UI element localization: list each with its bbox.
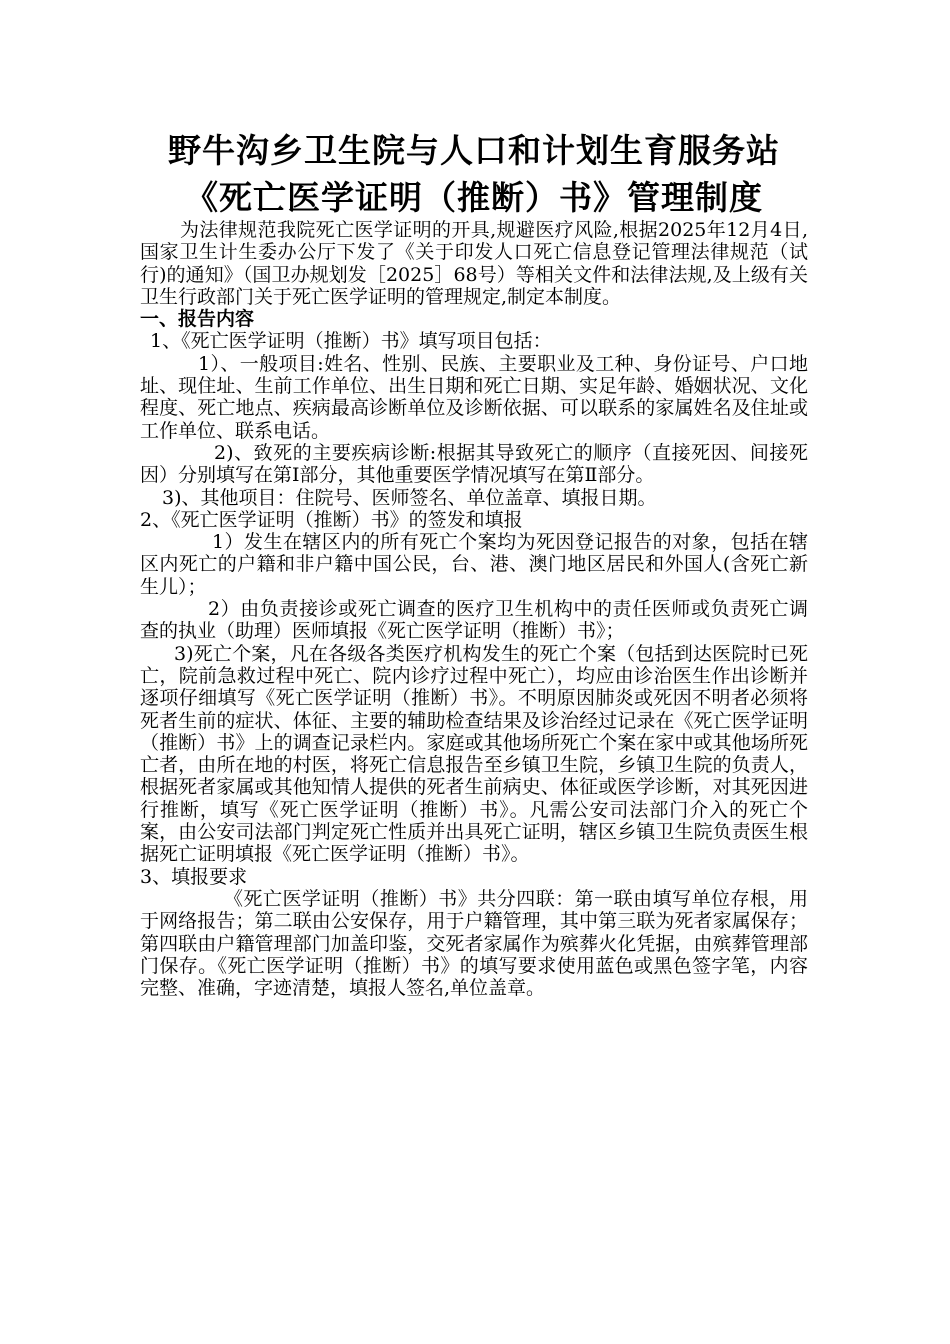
item2-death-cases: 3)死亡个案，凡在各级各类医疗机构发生的死亡个案（包括到达医院时已死亡，院前急救过程中死亡、院内诊疗过程中死亡），均应由诊治医生作出诊断并逐项仔细填写《死亡医学证明（推断）书》。不明原因肺炎或死因不明者必须将死者生前的症状、体征、主要的辅助检查结果及诊治经过记录在《死亡医学证明（推断）书》上的调查记录栏内。家庭或其他场所死亡个案在家中或其他场所死亡者，由所在地的村医，将死亡信息报告至乡镇卫生院，乡镇卫生院的负责人，根据死者家属或其他知情人提供的死者生前病史、体征或医学诊断，对其死因进行推断，填写《死亡医学证明（推断）书》。凡需公安司法部门介入的死亡个案，由公安司法部门判定死亡性质并出具死亡证明，辖区乡镇卫生院负责医生根据死亡证明填报《死亡医学证明（推断）书》。 (140, 642, 808, 866)
item1-heading: 1、《死亡医学证明（推断）书》填写项目包括： (150, 330, 552, 353)
intro-paragraph: 为法律规范我院死亡医学证明的开具,规避医疗风险,根据2025年12月4日,国家卫生计生委办公厅下发了《关于印发人口死亡信息登记管理法律规范（试行)的通知》（国卫办规划发［2025］68号）等相关文件和法律法规,及上级有关卫生行政部门关于死亡医学证明的管理规定,制定本制度。 (140, 219, 808, 308)
section-heading-report-content: 一、报告内容 (140, 308, 255, 331)
item2-responsible-physician: 2）由负责接诊或死亡调查的医疗卫生机构中的责任医师或负责死亡调查的执业（助理）医师填报《死亡医学证明（推断）书》； (140, 598, 808, 643)
item2-heading: 2、《死亡医学证明（推断）书》的签发和填报 (140, 508, 523, 531)
document-page (140, 128, 808, 999)
item1-main-diagnosis: 2)、致死的主要疾病诊断:根据其导致死亡的顺序（直接死因、间接死因）分别填写在第Ⅰ部分，其他重要医学情况填写在第Ⅱ部分。 (140, 441, 808, 487)
item3-heading: 3、填报要求 (140, 865, 248, 888)
item1-general-items: 1）、一般项目:姓名、性别、民族、主要职业及工种、身份证号、户口地址、现住址、生前工作单位、出生日期和死亡日期、实足年龄、婚姻状况、文化程度、死亡地点、疾病最高诊断单位及诊断依据、可以联系的家属姓名及住址或工作单位、联系电话。 (140, 352, 808, 442)
item3-body: 《死亡医学证明（推断）书》共分四联：第一联由填写单位存根，用于网络报告；第二联由公安保存，用于户籍管理，其中第三联为死者家属保存；第四联由户籍管理部门加盖印鉴，交死者家属作为殡葬火化凭据，由殡葬管理部门保存。《死亡医学证明（推断）书》的填写要求使用蓝色或黑色签字笔，内容完整、准确，字迹清楚，填报人签名,单位盖章。 (140, 887, 808, 1000)
document-title-line1: 野牛沟乡卫生院与人口和计划生育服务站 (168, 131, 780, 170)
item2-scope: 1）发生在辖区内的所有死亡个案均为死因登记报告的对象，包括在辖区内死亡的户籍和非户籍中国公民，台、港、澳门地区居民和外国人(含死亡新生儿）； (140, 531, 808, 598)
document-title-line2: 《死亡医学证明（推断）书》管理制度 (185, 178, 763, 217)
item1-other-items: 3)、其他项目：住院号、医师签名、单位盖章、填报日期。 (162, 486, 657, 509)
